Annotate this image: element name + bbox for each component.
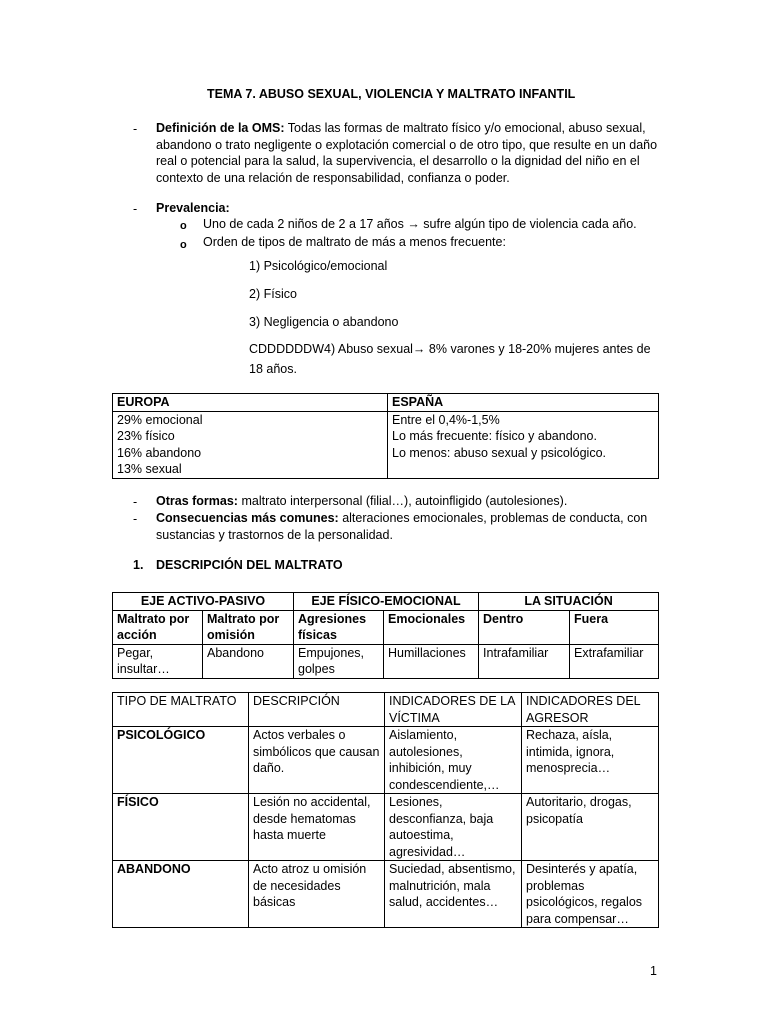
espana-item: Lo más frecuente: físico y abandono. (392, 429, 597, 443)
order-item: 2) Físico (249, 287, 297, 301)
dash-bullet: - (133, 122, 138, 136)
order-item: 1) Psicológico/emocional (249, 259, 388, 273)
europa-item: 16% abandono (117, 445, 202, 460)
consecuencias-text: alteraciones emocionales, problemas de conducta, con sustancias y trastornos de la personalidad. (156, 511, 648, 542)
page-number: 1 (650, 964, 657, 978)
eje-cell: Extrafamiliar (570, 644, 659, 678)
section-number: 1. (133, 558, 144, 572)
eje-cell: Pegar, insultar… (113, 644, 203, 678)
prevalencia-item: Uno de cada 2 niños de 2 a 17 años → sufre algún tipo de violencia cada año. (203, 217, 637, 231)
group-activo-pasivo: EJE ACTIVO-PASIVO (113, 593, 294, 611)
eje-cell: Abandono (203, 644, 294, 678)
espana-item: Entre el 0,4%-1,5% (392, 412, 500, 427)
order-item: CDDDDDDW4) Abuso sexual→ 8% varones y 18-20% mujeres antes de (249, 342, 651, 356)
eje-table (112, 592, 659, 679)
table-row (113, 727, 659, 794)
eje-cell: Empujones, golpes (294, 644, 384, 678)
europa-espana-table (112, 393, 659, 479)
section-title: DESCRIPCIÓN DEL MALTRATO (156, 558, 343, 572)
tipo-cell: Desinterés y apatía, problemas psicológicos, regalos para compensar… (522, 861, 659, 928)
tipo-header: INDICADORES DEL AGRESOR (522, 693, 659, 727)
document-title: TEMA 7. ABUSO SEXUAL, VIOLENCIA Y MALTRATO INFANTIL (207, 87, 576, 101)
subheader-cell: Emocionales (384, 610, 479, 644)
oms-label: Definición de la OMS: (156, 121, 285, 135)
tipo-cell: Aislamiento, autolesiones, inhibición, muy condescendiente,… (385, 727, 522, 794)
tipo-header: INDICADORES DE LA VÍCTIMA (385, 693, 522, 727)
dash-bullet: - (133, 495, 138, 509)
oms-text: Todas las formas de maltrato físico y/o emocional, abuso sexual, abandono o trato negligente o explotación comercial o de otro tipo, que resulte en un daño real o potencial para la salud, la supervivencia, el desarrollo o la dignidad del niño en el contexto de una relación de responsabilidad, confianza o poder. (156, 121, 658, 185)
group-fisico-emocional: EJE FÍSICO-EMOCIONAL (294, 593, 479, 611)
europa-item: 13% sexual (117, 462, 182, 476)
header-espana: ESPAÑA (388, 394, 659, 412)
otras-text: maltrato interpersonal (filial…), autoinfligido (autolesiones). (241, 494, 568, 508)
tipo-cell: Actos verbales o simbólicos que causan daño. (249, 727, 385, 794)
consecuencias-label: Consecuencias más comunes: (156, 511, 339, 525)
subheader-cell: Agresiones físicas (294, 610, 384, 644)
tipo-cell: Acto atroz u omisión de necesidades básicas (249, 861, 385, 928)
europa-cell (113, 411, 388, 478)
table-row (113, 861, 659, 928)
circle-bullet-icon: o (180, 220, 187, 232)
subheader-cell: Maltrato por acción (113, 610, 203, 644)
tipo-header: TIPO DE MALTRATO (113, 693, 249, 727)
header-europa: EUROPA (113, 394, 388, 412)
order-item: 3) Negligencia o abandono (249, 315, 399, 329)
tipo-cell: Rechaza, aísla, intimida, ignora, menosprecia… (522, 727, 659, 794)
dash-bullet: - (133, 202, 138, 216)
tipo-cell: Lesión no accidental, desde hematomas hasta muerte (249, 794, 385, 861)
espana-cell (388, 411, 659, 478)
consecuencias (156, 510, 661, 543)
tipo-header: DESCRIPCIÓN (249, 693, 385, 727)
eje-cell: Intrafamiliar (479, 644, 570, 678)
otras-formas (156, 493, 661, 510)
tipo-cell: Suciedad, absentismo, malnutrición, mala salud, accidentes… (385, 861, 522, 928)
subheader-cell: Fuera (570, 610, 659, 644)
table-row (113, 794, 659, 861)
tipo-name: ABANDONO (113, 861, 249, 928)
dash-bullet: - (133, 512, 138, 526)
tipo-maltrato-table (112, 692, 659, 928)
tipo-cell: Autoritario, drogas, psicopatía (522, 794, 659, 861)
otras-label: Otras formas: (156, 494, 238, 508)
tipo-cell: Lesiones, desconfianza, baja autoestima, agresividad… (385, 794, 522, 861)
oms-definition (156, 120, 661, 186)
order-item-continuation: 18 años. (249, 362, 297, 376)
europa-item: 23% físico (117, 429, 175, 443)
tipo-name: FÍSICO (113, 794, 249, 861)
group-situacion: LA SITUACIÓN (479, 593, 659, 611)
prevalencia-item: Orden de tipos de maltrato de más a menos frecuente: (203, 235, 506, 249)
circle-bullet-icon: o (180, 239, 187, 251)
subheader-cell: Dentro (479, 610, 570, 644)
eje-cell: Humillaciones (384, 644, 479, 678)
europa-item: 29% emocional (117, 412, 203, 427)
subheader-cell: Maltrato por omisión (203, 610, 294, 644)
tipo-name: PSICOLÓGICO (113, 727, 249, 794)
espana-item: Lo menos: abuso sexual y psicológico. (392, 445, 607, 460)
prevalencia-label: Prevalencia: (156, 201, 230, 215)
